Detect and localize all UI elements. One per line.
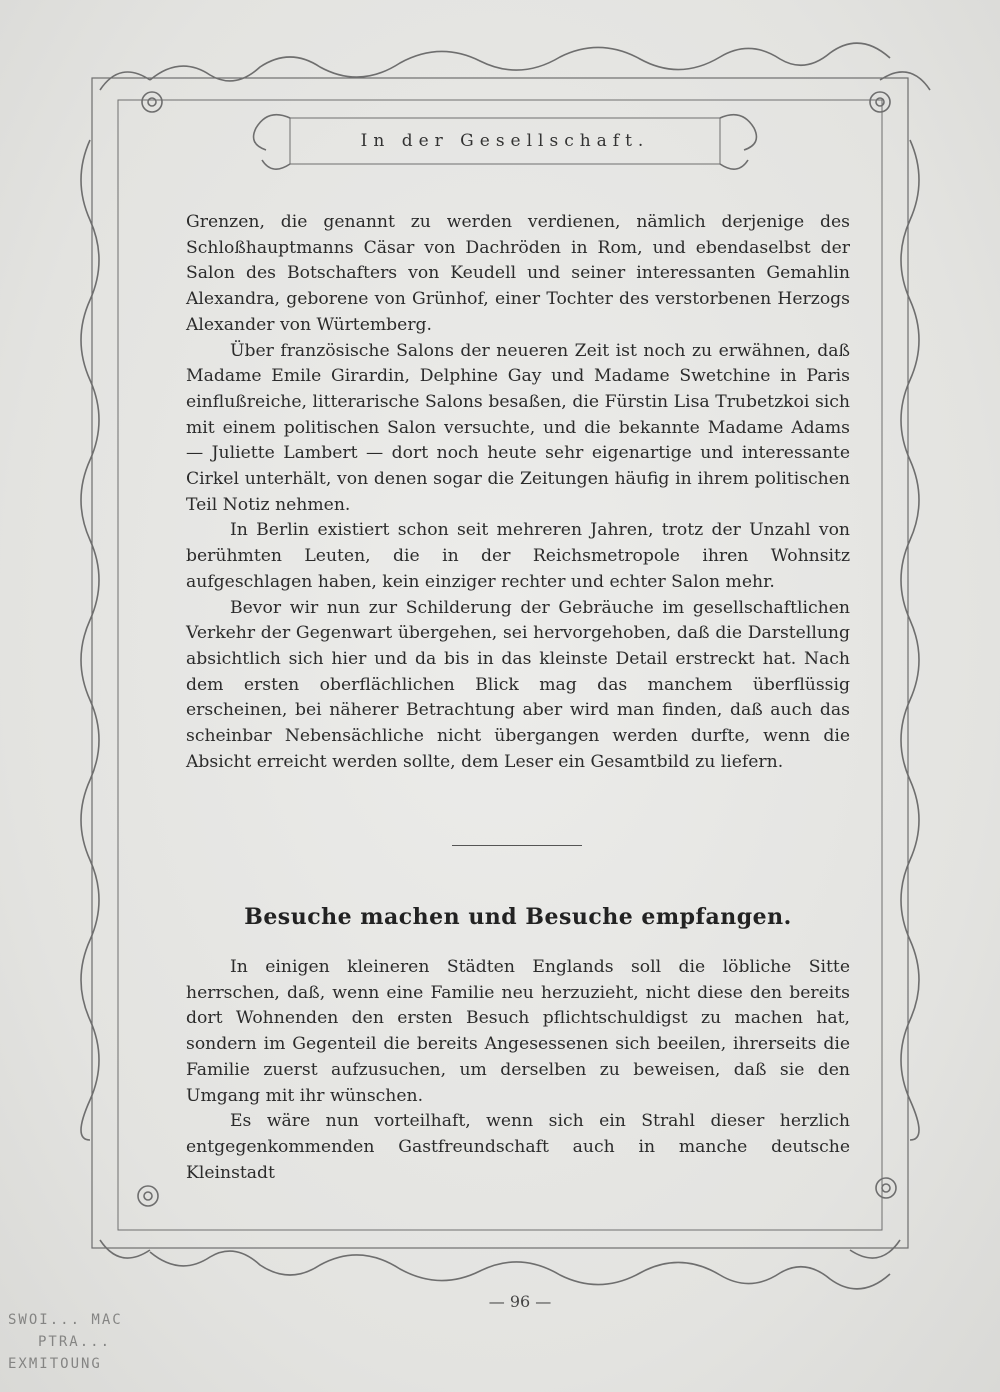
section-heading: Besuche machen und Besuche empfangen. [244, 904, 792, 930]
body-text-top [186, 210, 850, 775]
stamp-line: SWOI... MAC [8, 1312, 123, 1328]
stamp-line: EXMITOUNG [8, 1356, 102, 1372]
running-header [295, 118, 715, 164]
paragraph: Bevor wir nun zur Schilderung der Gebräuche im gesellschaftlichen Verkehr der Gegenwart übergehen, sei hervorgehoben, daß die Darstellung absichtlich sich hier und da bis in das kleinste Detail erstreckt hat. Nach dem ersten oberflächlichen Blick mag das manchem überflüssig erscheinen, bei näherer Betrachtung aber wird man finden, daß auch das scheinbar Nebensächliche nicht übergangen werden durfte, wenn die Absicht erreicht werden sollte, dem Leser ein Gesamtbild zu liefern. [186, 597, 850, 772]
body-text-bottom [186, 955, 850, 1186]
paragraph-continuation: Grenzen, die genannt zu werden verdienen, nämlich derjenige des Schloßhauptmanns Cäsar von Dachröden in Rom, und ebendaselbst der Salon des Botschafters von Keudell und seiner interessanten Gemahlin Alexandra, geborene von Grünhof, einer Tochter des verstorbenen Herzogs Alexander von Würtemberg. [186, 212, 850, 335]
page-number: — 96 — [488, 1292, 552, 1311]
paragraph: Über französische Salons der neueren Zeit ist noch zu erwähnen, daß Madame Emile Girardin, Delphine Gay und Madame Swetchine in Paris einflußreiche, litterarische Salons besaßen, die Fürstin Lisa Trubetzkoi sich mit einem politischen Salon versuchte, und die bekannte Madame Adams — Juliette Lambert — dort noch heute sehr eigenartige und interessante Cirkel unterhält, von denen sogar die Zeitungen häufig in ihrem politischen Teil Notiz nehmen. [186, 340, 850, 515]
paragraph: In einigen kleineren Städten Englands soll die löbliche Sitte herrschen, daß, wenn eine Familie neu herzuzieht, nicht diese den bereits dort Wohnenden den ersten Besuch pflichtschuldigst zu machen hat, sondern im Gegenteil die bereits Angesessenen sich beeilen, ihrerseits die Familie zuerst aufzusuchen, um derselben zu beweisen, daß sie den Umgang mit ihr wünschen. [186, 957, 850, 1106]
section-divider [452, 845, 582, 846]
stamp-line: PTRA... [38, 1334, 112, 1350]
paragraph: Es wäre nun vorteilhaft, wenn sich ein Strahl dieser herzlich entgegenkommenden Gastfreundschaft auch in manche deutsche Kleinstadt [186, 1111, 850, 1183]
paragraph: In Berlin existiert schon seit mehreren Jahren, trotz der Unzahl von berühmten Leuten, die in der Reichsmetropole ihren Wohnsitz aufgeschlagen haben, kein einziger rechter und echter Salon mehr. [186, 520, 850, 592]
library-stamp [8, 1300, 198, 1390]
running-title: In der Gesellschaft. [360, 131, 650, 151]
